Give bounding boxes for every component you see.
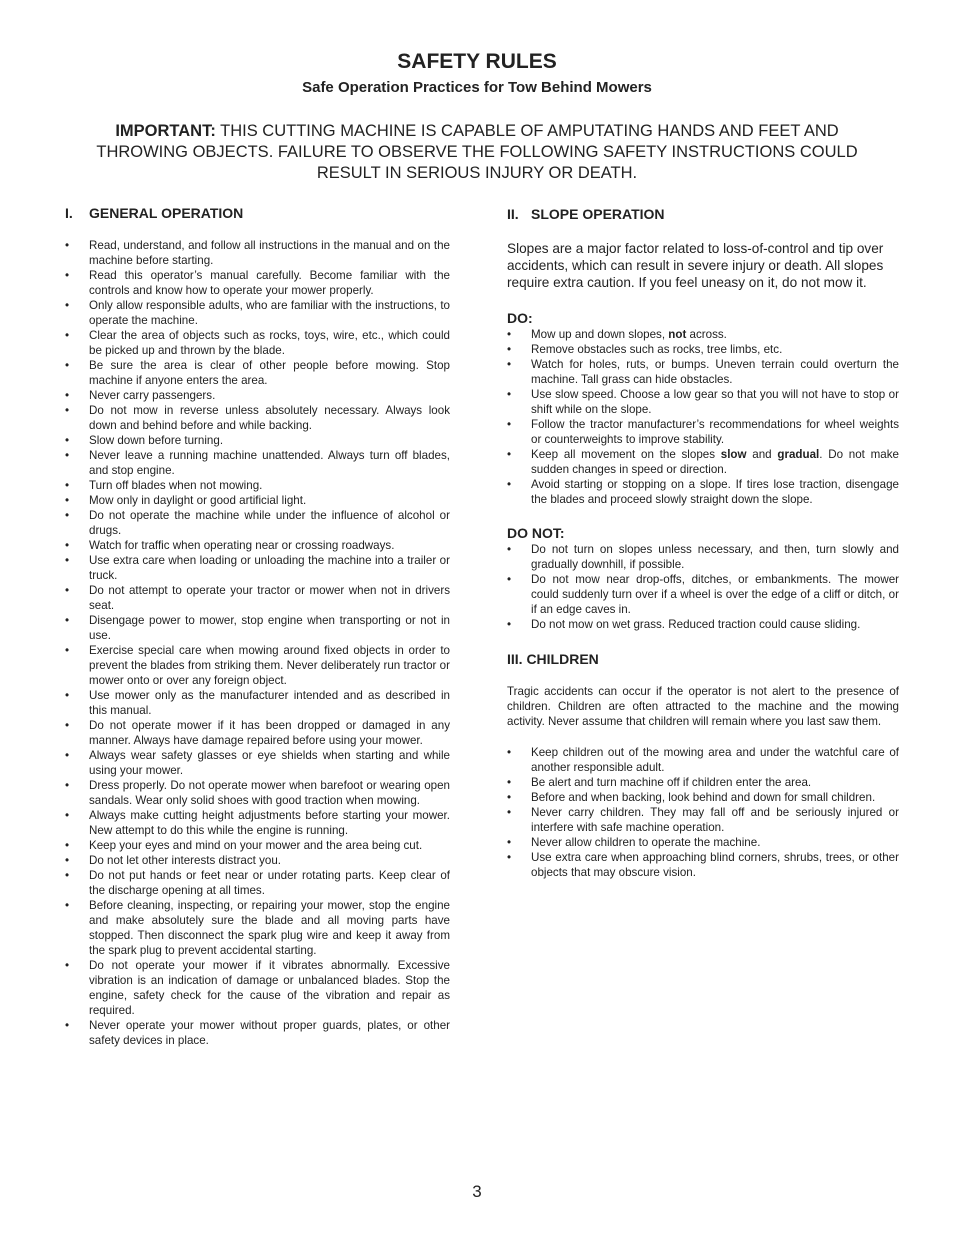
emphasis-text: gradual <box>777 448 820 461</box>
children-rule-item: • Be alert and turn machine off if children enter the area. <box>507 775 899 790</box>
general-rule-item: • Disengage power to mower, stop engine when transporting or not in use. <box>65 613 450 643</box>
important-warning <box>70 121 884 184</box>
item-text: Use slow speed. Choose a low gear so that you will not have to stop or shift while on the slope. <box>531 388 899 416</box>
general-rule-item: • Only allow responsible adults, who are familiar with the instructions, to operate the machine. <box>65 298 450 328</box>
general-rule-item: • Never operate your mower without proper guards, plates, or other safety devices in place. <box>65 1018 450 1048</box>
children-heading: III. CHILDREN <box>507 651 599 667</box>
general-rule-item: • Always wear safety glasses or eye shields when starting and while using your mower. <box>65 748 450 778</box>
children-intro: Tragic accidents can occur if the operator is not alert to the presence of children. Children are often attracted to the machine and the mowing activity. Never assume that children will remain where you last saw them. <box>507 685 899 728</box>
do-heading: DO: <box>507 310 533 326</box>
general-rule-item: • Do not operate your mower if it vibrates abnormally. Excessive vibration is an indication of damage or unbalanced blades. Stop the engine, safety check for the cause of the vibration and repair as required. <box>65 958 450 1018</box>
do-list <box>507 327 899 507</box>
general-rule-item: • Read, understand, and follow all instructions in the manual and on the machine before starting. <box>65 238 450 268</box>
general-rule-item: • Turn off blades when not mowing. <box>65 478 450 493</box>
do-rule-item <box>507 357 899 387</box>
do-not-rule-item: • Do not mow near drop-offs, ditches, or embankments. The mower could suddenly turn over if a wheel is over the edge of a cliff or ditch, or if an edge caves in. <box>507 572 899 617</box>
general-rule-item: • Be sure the area is clear of other people before mowing. Stop machine if anyone enters the area. <box>65 358 450 388</box>
children-rule-item: • Before and when backing, look behind and down for small children. <box>507 790 899 805</box>
general-rule-item: • Read this operator’s manual carefully. Become familiar with the controls and know how to operate your mower properly. <box>65 268 450 298</box>
important-label: IMPORTANT: <box>115 122 216 140</box>
general-rule-item: • Slow down before turning. <box>65 433 450 448</box>
page-title: SAFETY RULES <box>397 50 557 73</box>
section-number: I. <box>65 205 73 221</box>
general-rule-item: • Before cleaning, inspecting, or repairing your mower, stop the engine and make absolutely sure the blade and all moving parts have stopped. Then disconnect the spark plug wire and keep it away from the spark plug to prevent accidental starting. <box>65 898 450 958</box>
item-text: Avoid starting or stopping on a slope. If tires lose traction, disengage the blades and proceed slowly straight down the slope. <box>531 478 899 506</box>
do-not-rule-item: • Do not mow on wet grass. Reduced traction could cause sliding. <box>507 617 899 632</box>
do-not-list <box>507 542 899 632</box>
section-number: II. <box>507 206 519 222</box>
do-rule-item <box>507 342 899 357</box>
general-rule-item: • Use extra care when loading or unloading the machine into a trailer or truck. <box>65 553 450 583</box>
general-operation-section <box>65 205 450 1048</box>
item-text: Follow the tractor manufacturer’s recommendations for wheel weights or counterweights to improve stability. <box>531 418 899 446</box>
children-rule-item: • Never carry children. They may fall off and be seriously injured or interfere with safe machine operation. <box>507 805 899 835</box>
emphasis-text: slow <box>720 448 747 461</box>
do-rule-item <box>507 387 899 417</box>
do-rule-item <box>507 327 899 342</box>
section-title: SLOPE OPERATION <box>531 206 665 222</box>
page-number: 3 <box>472 1182 482 1201</box>
item-text: . Do not make sudden changes in speed or direction. <box>531 448 899 476</box>
page-subtitle: Safe Operation Practices for Tow Behind Mowers <box>302 79 652 96</box>
general-rule-item: • Do not let other interests distract you. <box>65 853 450 868</box>
item-text: Remove obstacles such as rocks, tree limbs, etc. <box>531 343 783 356</box>
general-rule-item: • Dress properly. Do not operate mower when barefoot or wearing open sandals. Wear only solid shoes with good traction when mowing. <box>65 778 450 808</box>
do-not-heading: DO NOT: <box>507 525 565 541</box>
do-rule-item <box>507 477 899 507</box>
do-not-rule-item: • Do not turn on slopes unless necessary, and then, turn slowly and gradually downhill, if possible. <box>507 542 899 572</box>
general-rule-item: • Clear the area of objects such as rocks, toys, wire, etc., which could be picked up and thrown by the blade. <box>65 328 450 358</box>
general-rule-item: • Never leave a running machine unattended. Always turn off blades, and stop engine. <box>65 448 450 478</box>
general-rule-item: • Do not put hands or feet near or under rotating parts. Keep clear of the discharge opening at all times. <box>65 868 450 898</box>
item-text: across. <box>686 328 727 341</box>
general-rule-item: • Do not operate mower if it has been dropped or damaged in any manner. Always have damage repaired before using your mower. <box>65 718 450 748</box>
do-rule-item <box>507 417 899 447</box>
general-rule-item: • Do not attempt to operate your tractor or mower when not in drivers seat. <box>65 583 450 613</box>
slope-operation-heading <box>507 206 899 222</box>
general-rule-item: • Never carry passengers. <box>65 388 450 403</box>
general-rule-item: • Do not mow in reverse unless absolutely necessary. Always look down and behind before and while backing. <box>65 403 450 433</box>
emphasis-text: not <box>668 328 687 341</box>
important-text: THIS CUTTING MACHINE IS CAPABLE OF AMPUTATING HANDS AND FEET AND THROWING OBJECTS. FAILURE TO OBSERVE THE FOLLOWING SAFETY INSTRUCTIONS COULD RESULT IN SERIOUS INJURY OR DEATH. <box>96 122 858 182</box>
slope-operation-section <box>507 206 899 880</box>
children-rule-item: • Use extra care when approaching blind corners, shrubs, trees, or other objects that may obscure vision. <box>507 850 899 880</box>
section-title: GENERAL OPERATION <box>89 205 244 221</box>
general-rule-item: • Do not operate the machine while under the influence of alcohol or drugs. <box>65 508 450 538</box>
children-rule-item: • Keep children out of the mowing area and under the watchful care of another responsible adult. <box>507 745 899 775</box>
general-rule-item: • Keep your eyes and mind on your mower and the area being cut. <box>65 838 450 853</box>
general-rule-item: • Use mower only as the manufacturer intended and as described in this manual. <box>65 688 450 718</box>
general-rule-item: • Always make cutting height adjustments before starting your mower. New attempt to do this while the engine is running. <box>65 808 450 838</box>
general-operation-heading <box>65 205 450 221</box>
item-text: Keep all movement on the slopes <box>531 448 721 461</box>
children-list <box>507 745 899 880</box>
item-text: and <box>746 448 778 461</box>
slope-intro: Slopes are a major factor related to loss-of-control and tip over accidents, which can result in severe injury or death. All slopes require extra caution. If you feel uneasy on it, do not mow it. <box>507 241 884 290</box>
general-rule-item: • Mow only in daylight or good artificial light. <box>65 493 450 508</box>
general-operation-list <box>65 238 450 1048</box>
item-text: Mow up and down slopes, <box>531 328 669 341</box>
general-rule-item: • Watch for traffic when operating near or crossing roadways. <box>65 538 450 553</box>
item-text: Watch for holes, ruts, or bumps. Uneven terrain could overturn the machine. Tall grass can hide obstacles. <box>531 358 899 386</box>
do-rule-item <box>507 447 899 477</box>
children-rule-item: • Never allow children to operate the machine. <box>507 835 899 850</box>
general-rule-item: • Exercise special care when mowing around fixed objects in order to prevent the blades from striking them. Never deliberately run tractor or mower onto or over any foreign object. <box>65 643 450 688</box>
